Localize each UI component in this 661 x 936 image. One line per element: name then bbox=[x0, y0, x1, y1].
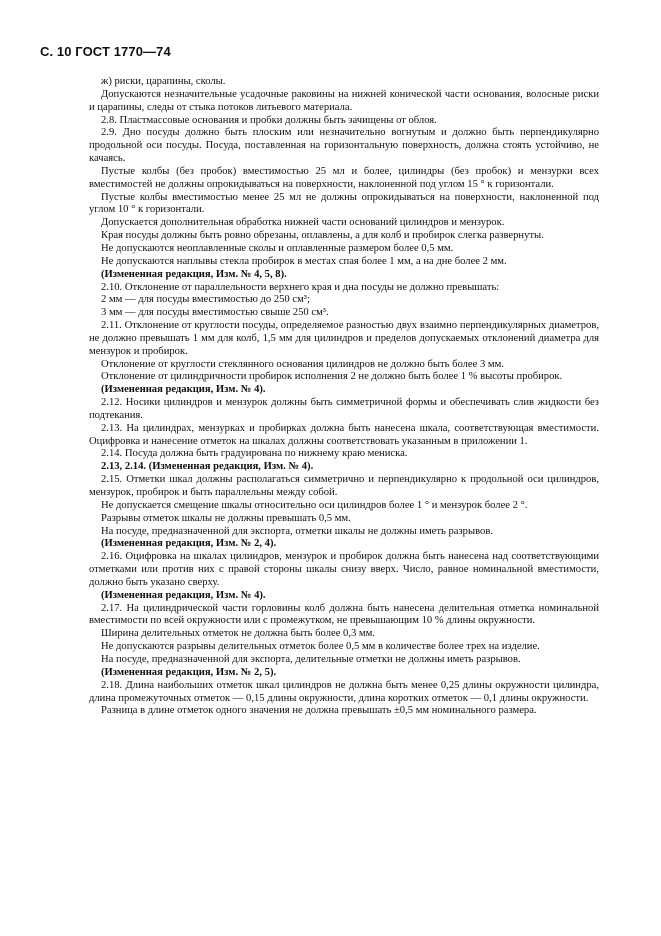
paragraph: 2.11. Отклонение от круглости посуды, определяемое разностью двух взаимно перпендикулярных диаметров, не должно превышать 1 мм для колб, 1,5 мм для цилиндров и пределов допускаемых отклонений диаметра для мензурок и пробирок. bbox=[89, 320, 599, 357]
paragraph: 2.17. На цилиндрической части горловины колб должна быть нанесена делительная отметка номинальной вместимости по всей окружности или с промежутком, не превышающим 10 % длины окружности. bbox=[89, 602, 599, 627]
paragraph: Разница в длине отметок одного значения не должна превышать ±0,5 мм номинального размера. bbox=[101, 705, 537, 717]
paragraph: Допускается дополнительная обработка нижней части оснований цилиндров и мензурок. bbox=[101, 217, 505, 229]
paragraph: 2.9. Дно посуды должно быть плоским или незначительно вогнутым и должно быть перпендикулярно продольной оси посуды. Посуда, поставленная на горизонтальную поверхность, должна стоять устойчиво, не качаясь. bbox=[89, 127, 599, 165]
paragraph: 2.14. Посуда должна быть градуирована по нижнему краю мениска. bbox=[101, 448, 408, 460]
paragraph: 3 мм — для посуды вместимостью свыше 250 см³. bbox=[101, 307, 329, 319]
paragraph: Края посуды должны быть ровно обрезаны, оплавлены, а для колб и пробирок слегка развернуты. bbox=[101, 230, 544, 242]
paragraph: Разрывы отметок шкалы не должны превышать 0,5 мм. bbox=[101, 512, 351, 524]
paragraph: 2.18. Длина наибольших отметок шкал цилиндров не должна быть менее 0,25 длины окружности цилиндра, длина промежуточных отметок — 0,15 длины окружности, длина коротких отметок — 0,1 длины окружности. bbox=[89, 679, 599, 704]
paragraph: ж) риски, царапины, сколы. bbox=[101, 76, 226, 87]
paragraph: Не допускаются наплывы стекла пробирок в местах спая более 1 мм, а на дне более 2 мм. bbox=[101, 255, 507, 267]
paragraph: На посуде, предназначенной для экспорта, делительные отметки не должны иметь разрывов. bbox=[101, 653, 521, 665]
paragraph: Не допускаются неоплавленные сколы и оплавленные размером более 0,5 мм. bbox=[101, 242, 454, 254]
revision-note: (Измененная редакция, Изм. № 2, 4). bbox=[101, 538, 277, 550]
paragraph: Допускаются незначительные усадочные раковины на нижней конической части основания, волосные риски и царапины, следы от стыка потоков литьевого материала. bbox=[89, 88, 599, 113]
revision-note: (Измененная редакция, Изм. № 2, 5). bbox=[101, 666, 277, 678]
revision-note: (Измененная редакция, Изм. № 4, 5, 8). bbox=[101, 268, 287, 280]
paragraph: Ширина делительных отметок не должна быть более 0,3 мм. bbox=[101, 628, 375, 640]
paragraph: 2.16. Оцифровка на шкалах цилиндров, мензурок и пробирок должна быть нанесена над соответствующими отметками или против них с правой стороны шкалы снизу вверх. Число, равное номинальной вместимости, должно быть указано сверху. bbox=[89, 551, 599, 588]
paragraph: 2.15. Отметки шкал должны располагаться симметрично и перпендикулярно к продольной оси цилиндров, мензурок, пробирок и быть параллельны между собой. bbox=[89, 474, 599, 498]
page-header: С. 10 ГОСТ 1770—74 bbox=[40, 44, 171, 59]
paragraph: Не допускаются разрывы делительных отметок более 0,5 мм в количестве более трех на изделие. bbox=[101, 641, 540, 653]
paragraph: На посуде, предназначенной для экспорта, отметки шкалы не должны иметь разрывов. bbox=[101, 525, 493, 537]
revision-note: (Измененная редакция, Изм. № 4). bbox=[101, 384, 266, 396]
paragraph: 2 мм — для посуды вместимостью до 250 см³; bbox=[101, 294, 310, 306]
paragraph: 2.12. Носики цилиндров и мензурок должны быть симметричной формы и обеспечивать слив жидкости без подтекания. bbox=[89, 397, 599, 421]
revision-note: 2.13, 2.14. (Измененная редакция, Изм. № 4). bbox=[101, 461, 314, 473]
paragraph: Пустые колбы (без пробок) вместимостью 25 мл и более, цилиндры (без пробок) и мензурки всех вместимостей не должны опрокидываться на поверхности, наклоненной под углом 15 ° к горизонтали. bbox=[89, 165, 599, 190]
paragraph: 2.8. Пластмассовые основания и пробки должны быть зачищены от облоя. bbox=[101, 114, 437, 126]
paragraph: Пустые колбы вместимостью менее 25 мл не должны опрокидываться на поверхности, наклоненной под углом 10 ° к горизонтали. bbox=[89, 191, 599, 216]
revision-note: (Измененная редакция, Изм. № 4). bbox=[101, 589, 266, 601]
paragraph: 2.10. Отклонение от параллельности верхнего края и дна посуды не должно превышать: bbox=[101, 281, 500, 293]
paragraph: Не допускается смещение шкалы относительно оси цилиндров более 1 ° и мензурок более 2 °. bbox=[101, 499, 528, 511]
paragraph: Отклонение от круглости стеклянного основания цилиндров не должно быть более 3 мм. bbox=[101, 358, 504, 370]
paragraph: 2.13. На цилиндрах, мензурках и пробирках должна быть нанесена шкала, соответствующая вместимости. Оцифровка и нанесение отметок на шкалах должны соответствовать указанным в приложении 1. bbox=[89, 422, 599, 447]
paragraph: Отклонение от цилиндричности пробирок исполнения 2 не должно быть более 1 % высоты пробирок. bbox=[101, 371, 563, 383]
document-body bbox=[89, 76, 599, 718]
